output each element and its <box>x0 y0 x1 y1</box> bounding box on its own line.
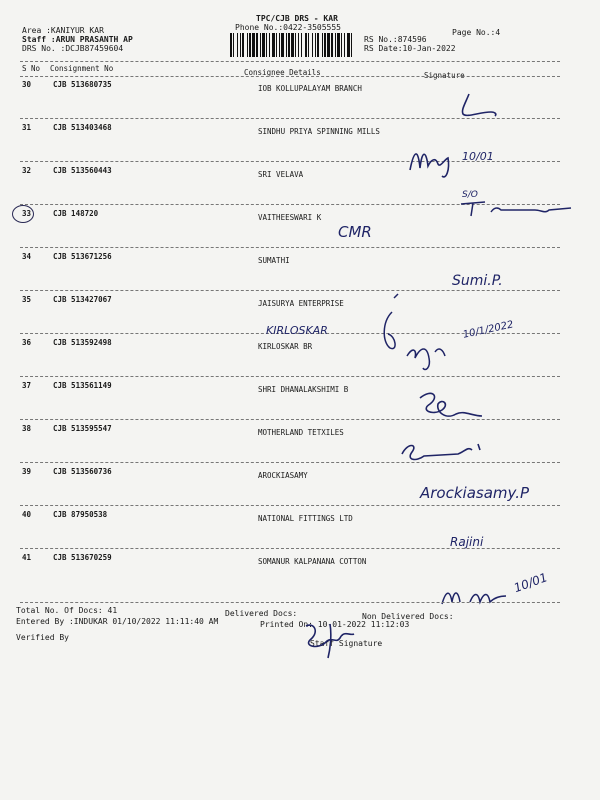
signature-36 <box>405 332 465 376</box>
non-delivered-docs: Non Delivered Docs: <box>362 612 454 621</box>
barcode-bar <box>341 33 342 57</box>
table-row <box>0 381 600 395</box>
barcode-bar <box>305 33 307 57</box>
handwritten-date-31: 10/01 <box>462 150 494 163</box>
signature-31 <box>408 140 468 184</box>
row-consignee: MOTHERLAND TETXILES <box>258 428 344 437</box>
row-divider <box>20 247 560 248</box>
delivered-docs: Delivered Docs: <box>225 609 298 618</box>
handwritten-sio: S/O <box>462 190 478 200</box>
barcode-bar <box>260 33 261 57</box>
staff-signature-label: Staff Signature <box>310 639 383 648</box>
row-sno: 40 <box>22 510 32 519</box>
barcode-bar <box>279 33 280 57</box>
row-consignment-no: CJB 513403468 <box>53 123 112 132</box>
row-sno: 39 <box>22 467 32 476</box>
row-33-circle-mark <box>12 205 34 223</box>
barcode-bar <box>317 33 319 57</box>
col-consignee: Consignee Details <box>244 68 321 77</box>
barcode-bar <box>252 33 255 57</box>
row-consignment-no: CJB 513592498 <box>53 338 112 347</box>
barcode-bar <box>272 33 275 57</box>
row-sno: 33 <box>22 209 32 218</box>
drs-number: DRS No. :DCJB87459604 <box>22 44 124 53</box>
signature-38 <box>398 436 488 470</box>
barcode-bar <box>288 33 290 57</box>
barcode-bar <box>295 33 296 57</box>
row-consignee: NATIONAL FITTINGS LTD <box>258 514 353 523</box>
barcode-bar <box>347 33 350 57</box>
row-sno: 36 <box>22 338 32 347</box>
barcode-bar <box>351 33 352 57</box>
printed-on: Printed On: 10-01-2022 11:12:03 <box>260 620 410 629</box>
barcode-bar <box>298 33 299 57</box>
row-divider <box>20 376 560 377</box>
handwritten-cmr: CMR <box>338 223 372 241</box>
row-consignment-no: CJB 513560443 <box>53 166 112 175</box>
handwritten-date-36: 10/1/2022 <box>462 319 515 341</box>
col-sno: S No <box>22 64 41 73</box>
barcode <box>228 33 358 57</box>
barcode-bar <box>301 33 302 57</box>
barcode-bar <box>276 33 277 57</box>
row-consignment-no: CJB 513671256 <box>53 252 112 261</box>
table-row <box>0 295 600 309</box>
barcode-bar <box>286 33 287 57</box>
table-row <box>0 338 600 352</box>
row-consignment-no: CJB 148720 <box>53 209 99 218</box>
row-consignee: SUMATHI <box>258 256 290 265</box>
report-title: TPC/CJB DRS - KAR <box>256 14 338 23</box>
row-sno: 31 <box>22 123 32 132</box>
col-signature: Signature <box>424 71 465 80</box>
barcode-bar <box>335 33 336 57</box>
row-sno: 41 <box>22 553 32 562</box>
table-row <box>0 553 600 567</box>
barcode-bar <box>291 33 294 57</box>
row-consignee: AROCKIASAMY <box>258 471 308 480</box>
row-consignee: VAITHEESWARI K <box>258 213 322 222</box>
phone-number: Phone No.:0422-3505555 <box>235 23 341 32</box>
barcode-bar <box>230 33 232 57</box>
barcode-bar <box>266 33 267 57</box>
row-consignee: SHRI DHANALAKSHIMI B <box>258 385 349 394</box>
row-consignment-no: CJB 513680735 <box>53 80 112 89</box>
area-label: Area :KANIYUR KAR <box>22 26 104 35</box>
verified-by: Verified By <box>16 633 69 642</box>
table-row <box>0 80 600 94</box>
row-consignee: KIRLOSKAR BR <box>258 342 313 351</box>
barcode-bar <box>308 33 309 57</box>
barcode-bar <box>327 33 330 57</box>
row-consignee: JAISURYA ENTERPRISE <box>258 299 344 308</box>
barcode-bar <box>269 33 270 57</box>
table-row <box>0 123 600 137</box>
row-consignee: SRI VELAVA <box>258 170 304 179</box>
barcode-bar <box>331 33 333 57</box>
row-consignment-no: CJB 513561149 <box>53 381 112 390</box>
row-sno: 30 <box>22 80 32 89</box>
page-number: Page No.:4 <box>452 28 501 37</box>
row-divider <box>20 290 560 291</box>
row-consignment-no: CJB 513595547 <box>53 424 112 433</box>
signature-30 <box>455 90 505 124</box>
handwritten-sumi: Sumi.P. <box>452 273 503 289</box>
barcode-bar <box>324 33 326 57</box>
row-sno: 35 <box>22 295 32 304</box>
barcode-bar <box>337 33 340 57</box>
handwritten-kirloskar: KIRLOSKAR <box>266 324 328 337</box>
handwritten-rajini: Rajini <box>450 535 484 549</box>
barcode-bar <box>281 33 284 57</box>
barcode-bar <box>247 33 248 57</box>
barcode-bar <box>312 33 313 57</box>
barcode-bar <box>249 33 251 57</box>
barcode-bar <box>322 33 323 57</box>
staff-signature <box>300 616 370 670</box>
signature-37 <box>412 386 492 430</box>
barcode-bar <box>256 33 258 57</box>
barcode-bar <box>262 33 265 57</box>
staff-label: Staff :ARUN PRASANTH AP <box>22 35 133 44</box>
entered-by: Entered By :INDUKAR 01/10/2022 11:11:40 AM <box>16 617 219 626</box>
table-row <box>0 252 600 266</box>
total-docs: Total No. Of Docs: 41 <box>16 606 118 615</box>
row-sno: 32 <box>22 166 32 175</box>
handwritten-date-41: 10/01 <box>512 570 550 596</box>
row-consignee: SOMANUR KALPANANA COTTON <box>258 557 367 566</box>
row-consignee: IOB KOLLUPALAYAM BRANCH <box>258 84 362 93</box>
row-sno: 34 <box>22 252 32 261</box>
barcode-bar <box>242 33 244 57</box>
table-row <box>0 424 600 438</box>
rs-number: RS No.:874596 <box>364 35 427 44</box>
row-sno: 37 <box>22 381 32 390</box>
table-row <box>0 166 600 180</box>
row-sno: 38 <box>22 424 32 433</box>
row-consignment-no: CJB 513670259 <box>53 553 112 562</box>
barcode-bar <box>233 33 234 57</box>
rs-date: RS Date:10-Jan-2022 <box>364 44 456 53</box>
row-divider <box>20 505 560 506</box>
barcode-bar <box>237 33 238 57</box>
row-consignment-no: CJB 87950538 <box>53 510 108 519</box>
table-row <box>0 510 600 524</box>
barcode-bar <box>315 33 316 57</box>
barcode-bar <box>240 33 241 57</box>
signature-33 <box>455 198 575 222</box>
row-consignment-no: CJB 513427067 <box>53 295 112 304</box>
table-row <box>0 467 600 481</box>
row-consignee: SINDHU PRIYA SPINNING MILLS <box>258 127 380 136</box>
barcode-bar <box>344 33 345 57</box>
signature-41 <box>440 580 510 614</box>
row-consignment-no: CJB 513560736 <box>53 467 112 476</box>
handwritten-arockiasamy: Arockiasamy.P <box>420 484 530 502</box>
col-consignment: Consignment No <box>50 64 114 73</box>
